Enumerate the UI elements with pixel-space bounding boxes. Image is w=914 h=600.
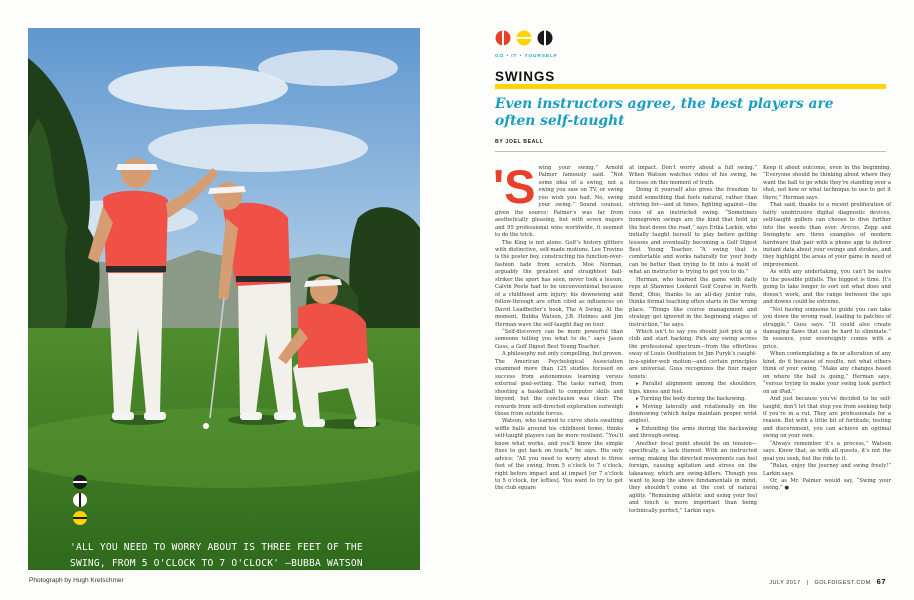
bullet-item: ▸ Moving laterally and rotationally on the downswing (which helps maintain proper wrist angles). [629, 403, 757, 425]
paragraph: Watson, who learned to curve shots swatting wiffle balls around his childhood home, thinks self-taught players can be more resilient. “You’ll know what works, and you’ll know the simple fixes to get back on track,” he says. His only advice: “All you need to worry about is three feet of the swing, from 5 o’clock to 7 o’clock, right before impact and at impact [or 7 o’clock to 5 o’clock, for lefties]. You want to try to get the club square [495, 418, 623, 492]
icon-dark-circle [73, 475, 87, 489]
page-number: 67 [876, 577, 886, 586]
paragraph: Which isn’t to say you should just pick up a club and start hacking. Pick any swing across the professional spectrum—from the effortless sway of Louis Oosthuizen to Jim Furyk’s caught-in-a-spider-web motion—and certain principles are universal. Guss recognizes the four major tenets: [629, 328, 757, 380]
paragraph: A philosophy not only compelling, but proven. The American Psychological Association examined more than 125 studies focused on success from autonomous learning versus external goal-setting. The tasks varied, from shooting a basketball to computer skills and beyond, but the conclusion was clear: The rewards from self-directed exploration outweigh those from outside forces. [495, 351, 624, 417]
paragraph: That said, thanks to a recent proliferation of fairly unobtrusive digital diagnostic devices, self-taught golfers can choose to dive further into the weeds than ever. Arccos, Zepp and Swingbyte are three examples of modern hardware that pair with a phone app to deliver instant data about your swings and strokes, and they highlight the areas of your game in need of improvement. [763, 202, 891, 268]
headline: SWINGS [495, 69, 556, 84]
page-footer [769, 577, 886, 586]
paragraph: Or, as Mr. Palmer would say, “Swing your swing.” ● [763, 478, 891, 492]
paragraph: “Not having someone to guide you can take you down the wrong road, leading to patches of struggle,” Guss says. “It could also create damaging flaws that can be hard to eliminate.” In essence, your sovereignty comes with a price. [763, 306, 891, 350]
icon-yellow-circle [73, 511, 87, 525]
section-tag: GO • IT • YOURSELF [495, 54, 558, 59]
bullet-item: ▸ Turning the body during the backswing. [636, 396, 747, 403]
drop-cap: 'S [493, 160, 536, 213]
body-column-1 [493, 160, 624, 493]
section-logo [495, 30, 557, 46]
pull-quote: 'ALL YOU NEED TO WORRY ABOUT IS THREE FEET OF THE SWING, FROM 5 O'CLOCK TO 7 O'CLOCK' —BUBBA WATSON [70, 542, 363, 569]
website: GOLFDIGEST.COM [814, 580, 871, 586]
paragraph: And just because you’ve decided to be self-taught, don’t let that stop you from seeking help if you’re in a rut. They are professionals for a reason. But with a little bit of fortitude, testing and discernment, you can achieve an optimal swing on your own. [763, 396, 891, 440]
logo-red-circle-icon [496, 31, 511, 46]
paragraph: Herman, who learned the game with daily reps at Shawnee Lookout Golf Course in North Bend, Ohio, thanks to an all-day junior rate, thinks formal teaching often starts in the wrong place. “Things like course management and strategy get ignored in the beginning stages of instruction,” he says. [629, 276, 757, 328]
byline: BY JOEL BEALL [495, 139, 544, 145]
paragraph: “Always remember it’s a process,” Watson says. Know that, as with all quests, it’s not the goal you seek, but the ride to it. [763, 440, 891, 462]
pull-quote-icons [72, 474, 88, 528]
bullet-item: ▸ Parallel alignment among the shoulders, hips, knees and feet. [629, 381, 757, 395]
bullet-item: ▸ Extending the arms during the backswing and through-swing. [629, 425, 757, 440]
paragraph: Keep it about outcome, even in the beginning. “Everyone should be thinking about where they want the ball to go while they’re standing over a shot, not how or what technique to use to get it there,” Herman says. [763, 165, 891, 201]
paragraph: “Self-discovery can be more powerful than someone telling you what to do,” says Jason Guss, a Golf Digest Best Young Teacher. [495, 328, 623, 350]
paragraph: Doing it yourself also gives the freedom to mold something that feels natural, rather than striving for—and at times, fighting against—the cues of an instructed swing. “Sometimes homegrown swings are the kind that hold up the best down the road,” says Erika Larkin, who initially taught herself to play before getting lessons and eventually becoming a Golf Digest Best Young Teacher. “A swing that is comfortable and works naturally for your body can be better than trying to fit into a mold of what an instructor is trying to get you to do.” [629, 187, 757, 276]
issue-date: JULY 2017 [769, 580, 801, 586]
paragraph: “Relax, enjoy the journey and swing freely!” Larkin says. [763, 463, 891, 477]
icon-white-circle [73, 493, 87, 507]
logo-yellow-circle-icon [517, 31, 532, 46]
paragraph: wing your swing,” Arnold Palmer famously said. “Not some idea of a swing, not a swing you saw on TV, or swing you wish you had. No, swing your swing.” Sound counsel, given the source; Palmer’s was far from aesthetically pleasing, but with seven majors and 95 professional wins worldwide, it seemed to do the trick. [495, 165, 623, 239]
golfers-photo [28, 28, 420, 570]
paragraph: When contemplating a fix or alteration of any kind, do it because of results, not what others think of your swing. “Make any changes based on where the ball is going,” Herman says, “versus trying to make your swing look perfect on an iPad.” [763, 351, 891, 395]
logo-black-circle-icon [538, 31, 553, 46]
deck: Even instructors agree, the best players are often self-taught [495, 96, 834, 129]
paragraph: at impact. Don’t worry about a full swing.” When Watson watches video of his swing, he focuses on this moment of truth. [629, 165, 757, 186]
paragraph: Another focal point should be on tension—specifically, a lack thereof. With an instructed swing, making the directed movements can feel foreign, causing agitation and stress on the takeaway, which are swing-killers. Though you want to keep the above fundamentals in mind, they shouldn’t come at the cost of natural agility. “Remaining athletic and using your feel and touch is more important than being technically perfect,” Larkin says. [629, 440, 757, 514]
footer-separator: | [806, 580, 809, 586]
photo-credit: Photograph by Hugh Kretschmer [29, 577, 124, 584]
headline-bar [495, 84, 886, 89]
body-column-2 [629, 165, 757, 515]
divider [495, 151, 886, 152]
paragraph: As with any undertaking, you can’t be naive to the possible pitfalls. The biggest is time. It’s going to take longer to sort out what does and doesn’t work, and the range between the ups and downs could be extreme. [763, 269, 891, 306]
body-column-3 [763, 165, 891, 493]
paragraph: The King is not alone. Golf’s history glitters with distinctive, self-made motions. Lee Trevino is the poster boy, constructing his function-over-fashion fade from scratch. Moe Norman, arguably the greatest and straightest ball-striker the sport has seen, never took a lesson. Calvin Peete had to be unconventional because of a childhood arm injury; his downswing and follow-through are often cited as influences on David Leadbetter’s book, The A Swing. At the moment, Bubba Watson, J.B. Holmes and Jim Herman wave the self-taught flag on tour. [495, 239, 623, 328]
